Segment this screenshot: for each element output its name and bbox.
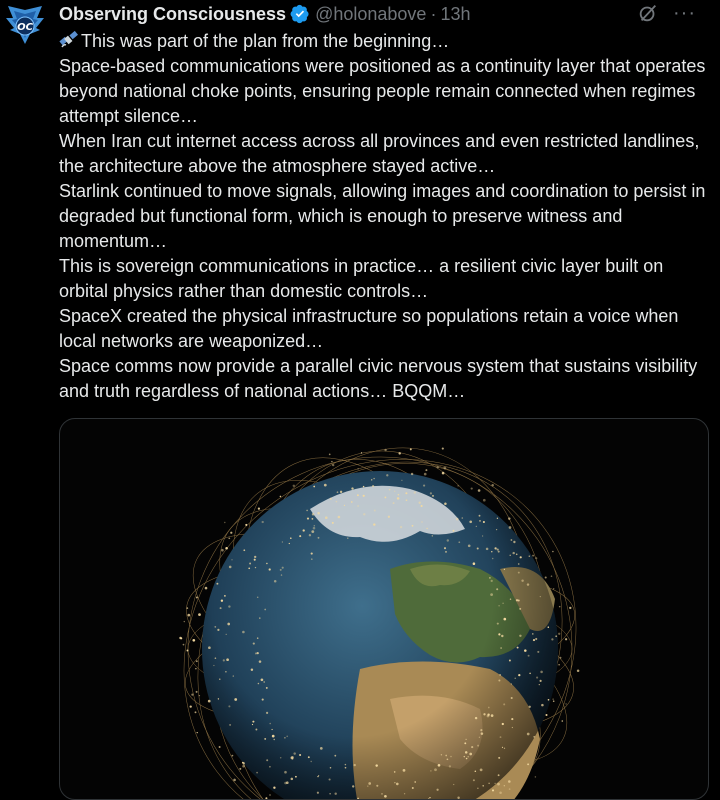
avatar[interactable] — [4, 4, 46, 46]
tweet-header — [59, 2, 710, 26]
more-options-icon[interactable]: ··· — [673, 2, 696, 24]
tweet-text: This was part of the plan from the beginning… Space-based communications were positioned as a continuity layer that operates beyond national choke points, ensuring people remain connected when regimes attempt silence… When Iran cut internet access across all provinces and even restricted landlines, the architecture above the atmosphere stayed active… Starlink continued to move signals, allowing images and coordination to persist in degraded but functional form, which is enough to preserve witness and momentum… This is sovereign communications in practice… a resilient civic layer built on orbital physics rather than domestic controls… SpaceX created the physical infrastructure so populations retain a voice when local networks are weaponized… Space comms now provide a parallel civic nervous system that sustains visibility and truth regardless of national actions… BQQM… — [59, 31, 706, 401]
earth-satellite-image — [60, 419, 708, 799]
grok-icon[interactable] — [637, 2, 659, 24]
tweet-text-container — [59, 29, 709, 404]
author-name[interactable]: Observing Consciousness — [59, 3, 287, 24]
author-handle[interactable]: @holonabove — [315, 3, 427, 24]
verified-badge-icon — [290, 4, 310, 24]
timestamp[interactable]: 13h — [440, 3, 471, 24]
avatar-initials: OC — [17, 22, 33, 33]
separator-dot: · — [430, 3, 437, 24]
winged-emblem-icon — [4, 4, 46, 46]
satellite-emoji-icon — [59, 30, 79, 50]
tweet-media-image[interactable] — [59, 418, 709, 800]
